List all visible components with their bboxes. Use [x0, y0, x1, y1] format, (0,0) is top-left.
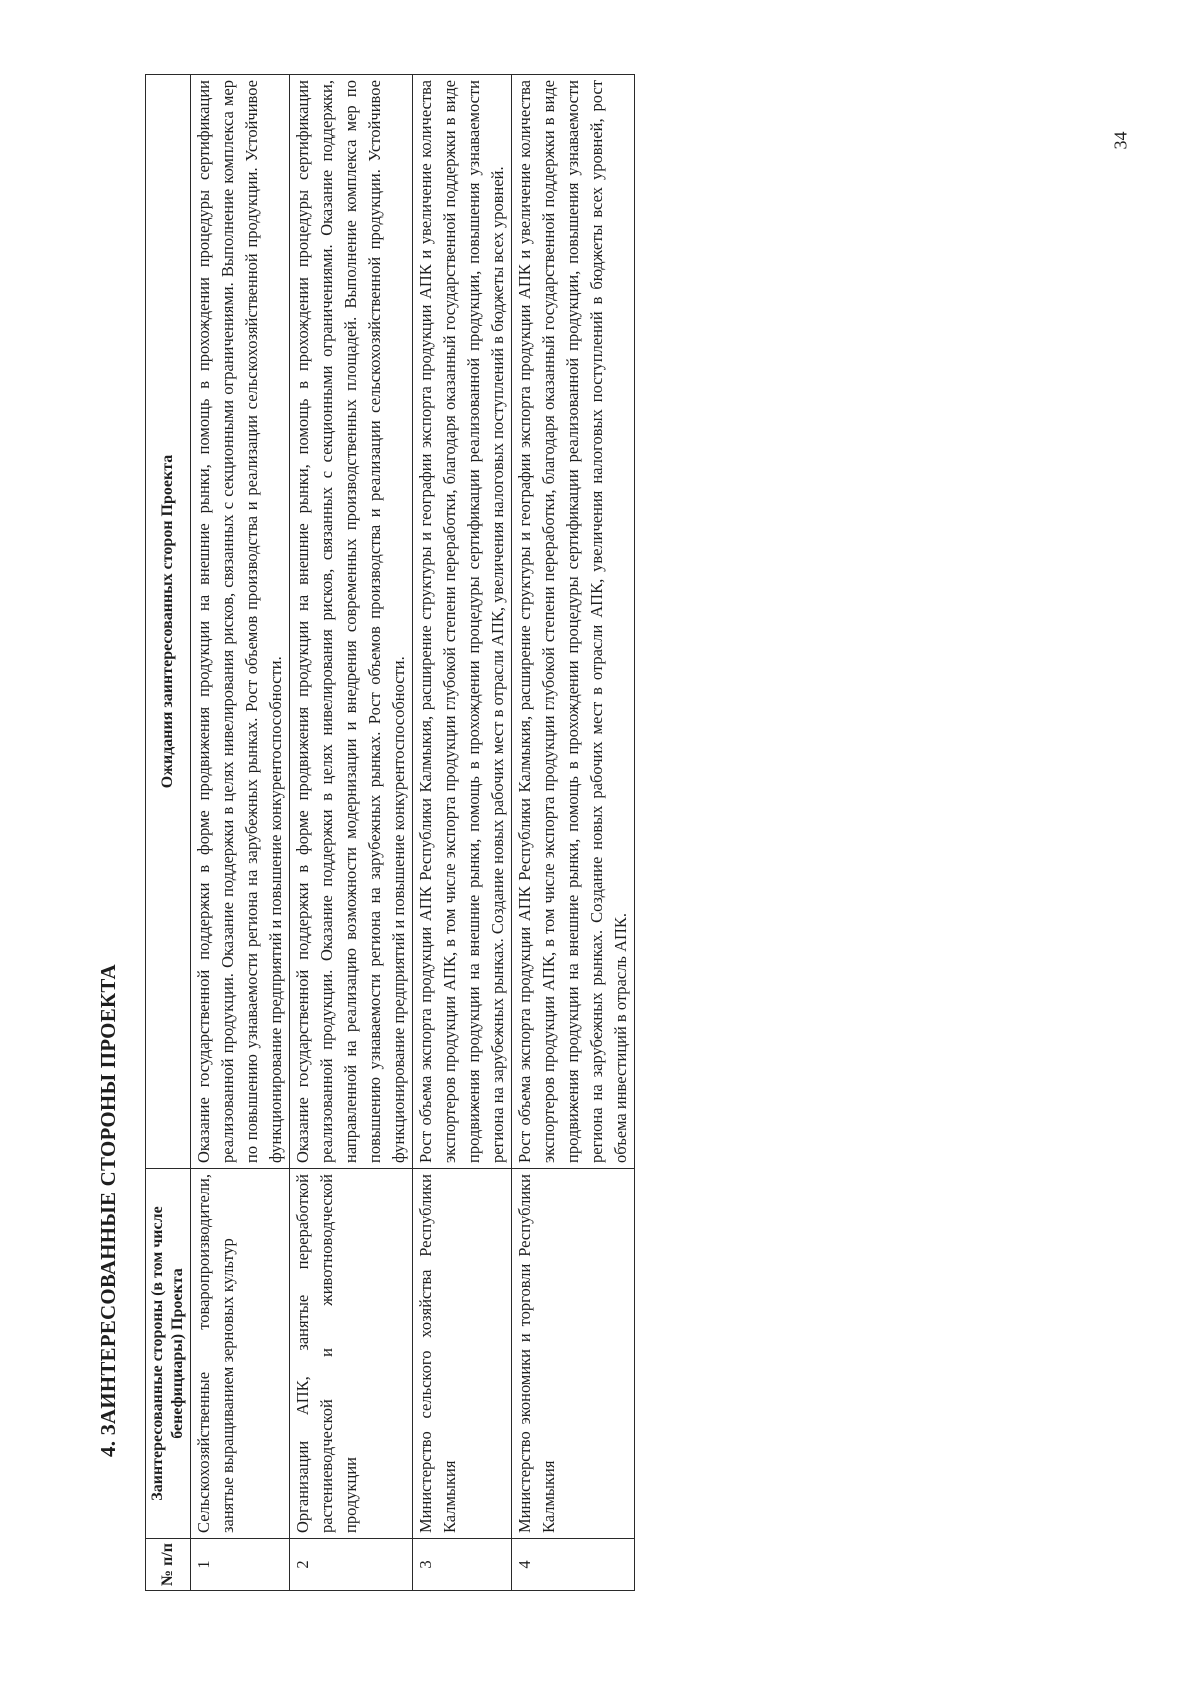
- row-num: 2: [290, 1539, 413, 1591]
- row-expectations: Оказание государственной поддержки в форме продвижения продукции на внешние рынки, помощь в прохождении процедуры сертификации реализованной продукции. Оказание поддержки в целях нивелирования рисков, связанных с секционными ограничениями. Оказание поддержки, направленной на реализацию возможности модернизации и внедрения современных производственных площадей. Выполнение комплекса мер по повышению узнаваемости региона на зарубежных рынках. Рост объемов производства и реализации сельскохозяйственной продукции. Устойчивое функционирование предприятий и повышение конкурентоспособности.: [290, 75, 413, 1169]
- stakeholders-table: [145, 74, 635, 1591]
- row-party: Сельскохозяйственные товаропроизводители, занятые выращиванием зерновых культур: [191, 1169, 290, 1539]
- row-expectations: Рост объема экспорта продукции АПК Республики Калмыкия, расширение структуры и географии экспорта продукции АПК и увеличение количества экспортеров продукции АПК, в том числе экспорта продукции глубокой степени переработки, благодаря оказанный государственной поддержки в виде продвижения продукции на внешние рынки, помощь в прохождении процедуры сертификации реализованной продукции, повышения узнаваемости региона на зарубежных рынках. Создание новых рабочих мест в отрасли АПК, увеличения налоговых поступлений в бюджеты всех уровней.: [413, 75, 512, 1169]
- section-title: 4. ЗАИНТЕРЕСОВАННЫЕ СТОРОНЫ ПРОЕКТА: [96, 964, 120, 1457]
- row-party: Организации АПК, занятые переработкой растениеводческой и животноводческой продукции: [290, 1169, 413, 1539]
- row-party: Министерство экономики и торговли Республики Калмыкия: [512, 1169, 635, 1539]
- row-party: Министерство сельского хозяйства Республики Калмыкия: [413, 1169, 512, 1539]
- header-expectations: Ожидания заинтересованных сторон Проекта: [146, 75, 191, 1169]
- table-row: [413, 75, 512, 1591]
- table-row: [191, 75, 290, 1591]
- page-number: 34: [1110, 131, 1131, 150]
- row-num: 4: [512, 1539, 635, 1591]
- row-num: 1: [191, 1539, 290, 1591]
- table-row: [290, 75, 413, 1591]
- row-expectations: Оказание государственной поддержки в форме продвижения продукции на внешние рынки, помощь в прохождении процедуры сертификации реализованной продукции. Оказание поддержки в целях нивелирования рисков, связанных с секционными ограничениями. Выполнение комплекса мер по повышению узнаваемости региона на зарубежных рынках. Рост объемов производства и реализации сельскохозяйственной продукции. Устойчивое функционирование предприятий и повышение конкурентоспособности.: [191, 75, 290, 1169]
- header-party: Заинтересованные стороны (в том числе бенефициары) Проекта: [146, 1169, 191, 1539]
- row-expectations: Рост объема экспорта продукции АПК Республики Калмыкия, расширение структуры и географии экспорта продукции АПК и увеличение количества экспортеров продукции АПК, в том числе экспорта продукции глубокой степени переработки, благодаря оказанный государственной поддержки в виде продвижения продукции на внешние рынки, помощь в прохождении процедуры сертификации реализованной продукции, повышения узнаваемости региона на зарубежных рынках. Создание новых рабочих мест в отрасли АПК, увеличения налоговых поступлений в бюджеты всех уровней, рост объема инвестиций в отрасль АПК.: [512, 75, 635, 1169]
- rotated-page-content: [0, 45, 980, 1653]
- table-header-row: [146, 75, 191, 1591]
- table-row: [512, 75, 635, 1591]
- row-num: 3: [413, 1539, 512, 1591]
- header-num: № п/п: [146, 1539, 191, 1591]
